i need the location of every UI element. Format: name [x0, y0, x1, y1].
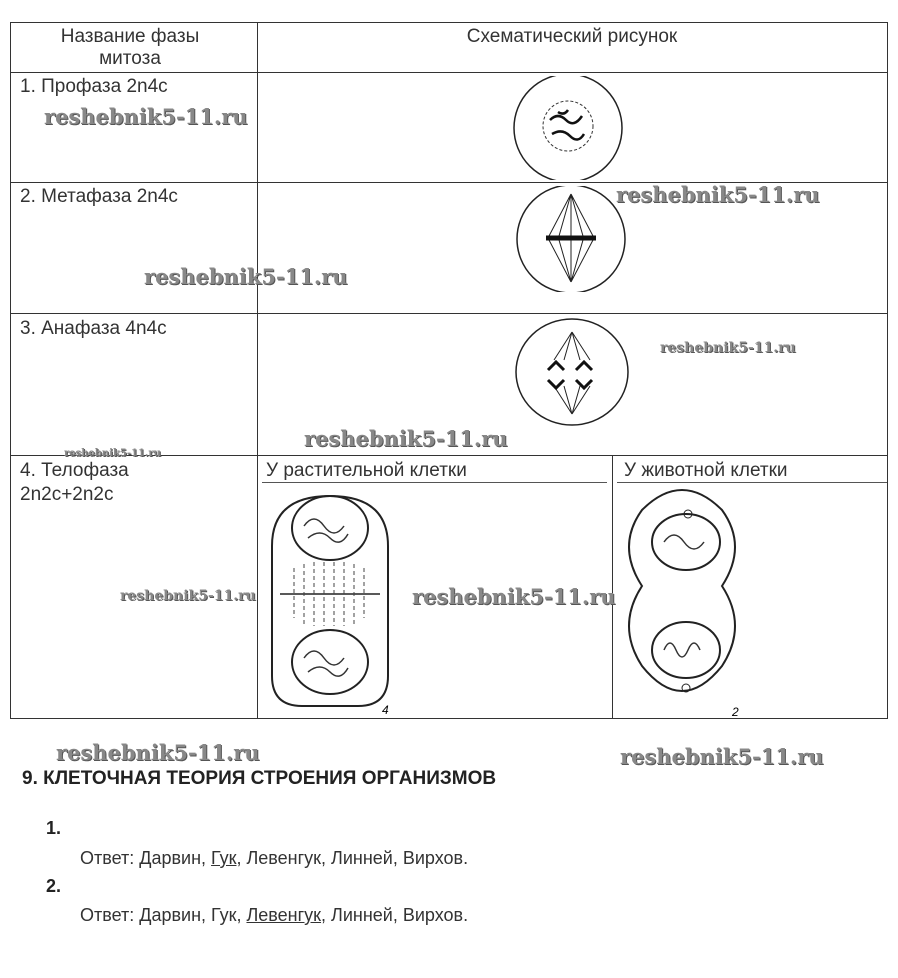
watermark: reshebnik5-11.ru	[144, 264, 348, 289]
answer-text: , Левенгук, Линней, Вирхов.	[236, 848, 469, 868]
phase-telophase: 4. Телофаза	[20, 460, 129, 481]
watermark: reshebnik5-11.ru	[620, 744, 824, 769]
plant-telophase-drawing	[264, 486, 394, 716]
telophase-formula: 2n2c+2n2c	[20, 484, 114, 505]
watermark: reshebnik5-11.ru	[616, 182, 820, 207]
watermark: reshebnik5-11.ru	[120, 588, 256, 604]
answer-1	[80, 848, 468, 869]
answer-2	[80, 905, 468, 926]
watermark: reshebnik5-11.ru	[660, 340, 796, 356]
header-phase-name: Название фазы митоза	[60, 26, 200, 69]
watermark: reshebnik5-11.ru	[44, 104, 248, 129]
watermark: reshebnik5-11.ru	[412, 584, 616, 609]
answer-highlight: Левенгук	[246, 905, 322, 925]
phase-anaphase: 3. Анафаза 4n4c	[20, 318, 167, 339]
animal-telophase-drawing	[620, 486, 750, 718]
watermark: reshebnik5-11.ru	[64, 448, 161, 459]
phase-prophase: 1. Профаза 2n4c	[20, 76, 168, 97]
answer-text: Ответ: Дарвин,	[80, 848, 212, 868]
plant-cell-label: У растительной клетки	[266, 460, 467, 481]
prophase-drawing	[512, 76, 628, 180]
animal-figure-number: 2	[732, 705, 739, 718]
section-title: 9. КЛЕТОЧНАЯ ТЕОРИЯ СТРОЕНИЯ ОРГАНИЗМОВ	[22, 768, 497, 789]
plant-figure-number: 4	[382, 703, 389, 716]
phase-metaphase: 2. Метафаза 2n4c	[20, 186, 178, 207]
header-schematic: Схематический рисунок	[466, 26, 678, 47]
question-number-1: 1.	[46, 818, 62, 838]
metaphase-drawing	[514, 186, 628, 292]
answer-text: Ответ: Дарвин, Гук,	[80, 905, 247, 925]
question-number-2: 2.	[46, 876, 62, 896]
answer-highlight: Гук	[211, 848, 237, 868]
watermark: reshebnik5-11.ru	[56, 740, 260, 765]
anaphase-drawing	[514, 318, 630, 426]
animal-cell-label: У животной клетки	[624, 460, 788, 481]
watermark: reshebnik5-11.ru	[304, 426, 508, 451]
answer-text: , Линней, Вирхов.	[321, 905, 469, 925]
